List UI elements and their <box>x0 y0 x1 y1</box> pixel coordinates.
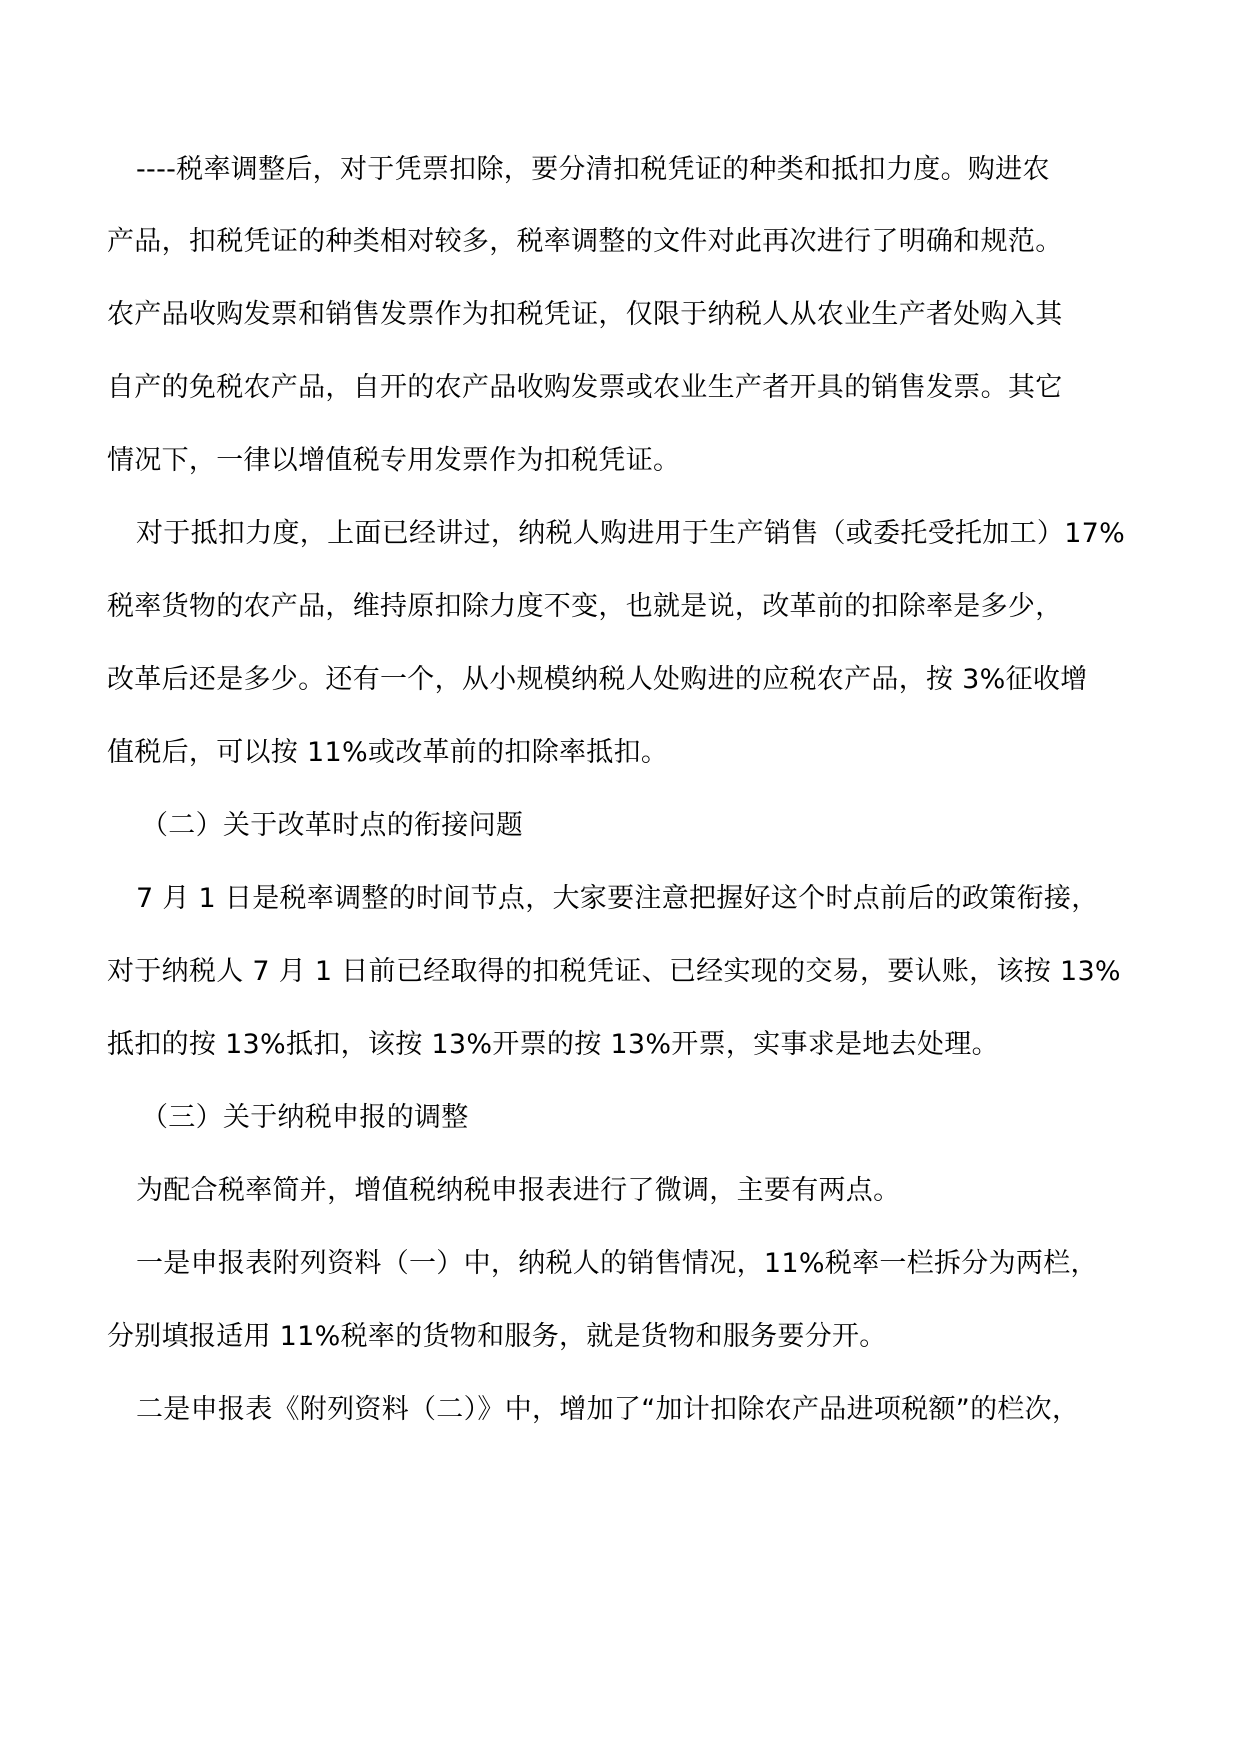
paragraph-line: 农产品收购发票和销售发票作为扣税凭证，仅限于纳税人从农业生产者处购入其 <box>107 299 1063 330</box>
paragraph-line: 一是申报表附列资料（一）中，纳税人的销售情况，11%税率一栏拆分为两栏， <box>136 1248 1098 1279</box>
paragraph-line: 自产的免税农产品，自开的农产品收购发票或农业生产者开具的销售发票。其它 <box>107 372 1063 403</box>
paragraph-line: 对于纳税人 7 月 1 日前已经取得的扣税凭证、已经实现的交易，要认账，该按 13% <box>107 956 1121 987</box>
paragraph-line: 二是申报表《附列资料（二）》中，增加了“加计扣除农产品进项税额”的栏次， <box>136 1394 1080 1425</box>
paragraph-line: ----税率调整后，对于凭票扣除，要分清扣税凭证的种类和抵扣力度。购进农 <box>136 154 1050 185</box>
paragraph-line: 分别填报适用 11%税率的货物和服务，就是货物和服务要分开。 <box>107 1321 887 1352</box>
paragraph-line: 对于抵扣力度，上面已经讲过，纳税人购进用于生产销售（或委托受托加工）17% <box>136 518 1126 549</box>
paragraph-line: 7 月 1 日是税率调整的时间节点，大家要注意把握好这个时点前后的政策衔接， <box>136 883 1099 914</box>
paragraph-line: 改革后还是多少。还有一个，从小规模纳税人处购进的应税农产品，按 3%征收增 <box>107 664 1088 695</box>
paragraph-line: 抵扣的按 13%抵扣，该按 13%开票的按 13%开票，实事求是地去处理。 <box>107 1029 999 1060</box>
paragraph-line: 为配合税率简并，增值税纳税申报表进行了微调，主要有两点。 <box>136 1175 901 1206</box>
paragraph-line: 值税后，可以按 11%或改革前的扣除率抵扣。 <box>107 737 669 768</box>
section-heading: （三）关于纳税申报的调整 <box>141 1102 469 1133</box>
paragraph-line: 税率货物的农产品，维持原扣除力度不变，也就是说，改革前的扣除率是多少， <box>107 591 1063 622</box>
paragraph-line: 情况下，一律以增值税专用发票作为扣税凭证。 <box>107 445 681 476</box>
paragraph-line: 产品，扣税凭证的种类相对较多，税率调整的文件对此再次进行了明确和规范。 <box>107 226 1063 257</box>
section-heading: （二）关于改革时点的衔接问题 <box>141 810 524 841</box>
